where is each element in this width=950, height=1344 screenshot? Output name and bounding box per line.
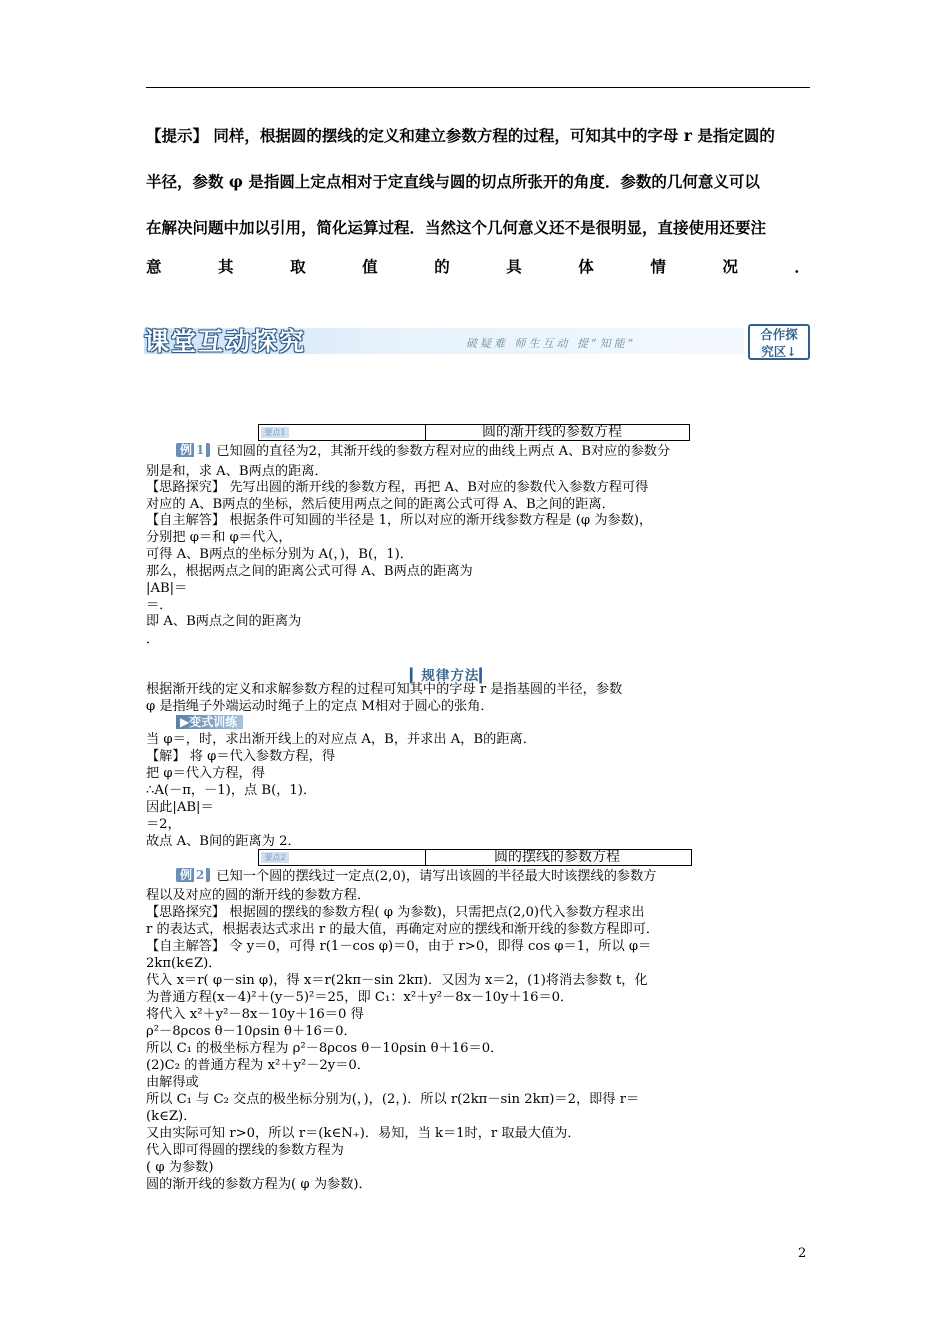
- example2-line: (2)C₂ 的普通方程为 x²＋y²－2y＝0．: [146, 1058, 371, 1073]
- example2-line: 代入 x＝r( φ－sin φ)，得 x＝r(2kπ－sin 2kπ)．又因为 x＝2，(1)将消去参数 t，化: [146, 973, 648, 988]
- example2-line: 又由实际可知 r>0，所以 r＝(k∈N₊)．易知，当 k＝1时，r 取最大值为．: [146, 1126, 581, 1141]
- banner-subtitle: 破疑难 师生互动 提“知能”: [466, 337, 637, 350]
- hint-line-2: 半径，参数 φ 是指圆上定点相对于定直线与圆的切点所张开的角度．参数的几何意义可以: [146, 172, 760, 191]
- example2-line: (k∈Z)．: [146, 1109, 197, 1124]
- hint-char: 具: [506, 257, 522, 276]
- variant-line: ∴A(－π，－1)，点 B(，1)．: [146, 783, 317, 798]
- hint-char: 的: [434, 257, 450, 276]
- hint-char: 值: [362, 257, 378, 276]
- banner-title: 课堂互动探究: [144, 327, 307, 356]
- example1-line: 对应的 A、B两点的坐标，然后使用两点之间的距离公式可得 A、B之间的距离．: [146, 497, 615, 512]
- topic-tag: [259, 425, 426, 440]
- example1-line: |AB|＝: [146, 581, 188, 596]
- example2-line: 为普通方程(x－4)²＋(y－5)²＝25，即 C₁：x²＋y²－8x－10y＋16＝0．: [146, 990, 574, 1005]
- variant-line: 当 φ＝，时，求出渐开线上的对应点 A，B，并求出 A，B的距离．: [146, 732, 536, 747]
- hint-char: 取: [290, 257, 306, 276]
- hint-char: 意: [146, 257, 162, 276]
- example1-line: 【思路探究】 先写出圆的渐开线的参数方程，再把 A、B对应的参数代入参数方程可得: [146, 480, 649, 495]
- variant-badge: ▶变式训练: [176, 715, 243, 729]
- example1-line: 即 A、B两点之间的距离为: [146, 614, 302, 629]
- topic-title: 圆的渐开线的参数方程: [482, 424, 622, 440]
- example2-line: 所以 C₁ 与 C₂ 交点的极坐标分别为(，)，(2，)．所以 r(2kπ－sin 2kπ)＝2，即得 r＝: [146, 1092, 640, 1107]
- topic-tag-label: 要点2: [261, 852, 289, 863]
- method-heading: ▎规律方法▎: [410, 668, 491, 684]
- example-badge: 例 1: [176, 443, 210, 457]
- example1-line: 分别把 φ＝和 φ＝代入，: [146, 530, 292, 545]
- badge-line-2: 究区↓: [761, 344, 797, 359]
- example-badge: 例 2: [176, 868, 210, 882]
- example1-line: 【自主解答】 根据条件可知圆的半径是 1，所以对应的渐开线参数方程是 (φ 为参数)，: [146, 513, 653, 528]
- example1-line: ．: [146, 632, 160, 647]
- hint-char: 体: [578, 257, 594, 276]
- variant-line: 故点 A、B间的距离为 2．: [146, 834, 301, 849]
- example2-line: 【思路探究】 根据圆的摆线的参数方程( φ 为参数)，只需把点(2,0)代入参数方程求出: [146, 905, 645, 920]
- topic-title: 圆的摆线的参数方程: [494, 849, 620, 865]
- example2-line: 2kπ(k∈Z)．: [146, 956, 222, 971]
- example2-line: 代入即可得圆的摆线的参数方程为: [146, 1143, 344, 1158]
- example1-line: 例 1 已知圆的直径为2，其渐开线的参数方程对应的曲线上两点 A、B对应的参数分: [176, 443, 670, 460]
- hint-line-4: [146, 257, 810, 277]
- example2-line: 【自主解答】 令 y＝0，可得 r(1－cos φ)＝0，由于 r>0，即得 cos φ＝1，所以 φ＝: [146, 939, 652, 954]
- hint-line-1: 【提示】 同样，根据圆的摆线的定义和建立参数方程的过程，可知其中的字母 r 是指定圆的: [146, 126, 775, 145]
- method-line: φ 是指绳子外端运动时绳子上的定点 M相对于圆心的张角．: [146, 699, 494, 714]
- hint-char: 情: [650, 257, 666, 276]
- variant-line: 【解】 将 φ＝代入参数方程，得: [146, 749, 336, 764]
- topic-tag-label: 要点1: [261, 427, 289, 438]
- badge-line-1: 合作探: [760, 327, 798, 342]
- example2-line: 例 2 已知一个圆的摆线过一定点(2,0)，请写出该圆的半径最大时该摆线的参数方: [176, 868, 656, 885]
- example2-line: 程以及对应的圆的渐开线的参数方程．: [146, 888, 371, 903]
- example1-line: 别是和，求 A、B两点的距离．: [146, 464, 328, 479]
- example2-line: ρ²－8ρcos θ－10ρsin θ＋16＝0．: [146, 1024, 357, 1039]
- hint-char: ．: [794, 257, 810, 276]
- example1-line: ＝．: [146, 598, 173, 613]
- example1-line: 可得 A、B两点的坐标分别为 A(，)，B(，1)．: [146, 547, 413, 562]
- page-number: 2: [798, 1246, 807, 1261]
- example2-line: 将代入 x²＋y²－8x－10y＋16＝0 得: [146, 1007, 364, 1022]
- example1-line: 那么，根据两点之间的距离公式可得 A、B两点的距离为: [146, 564, 473, 579]
- section-banner: [144, 322, 814, 362]
- example2-line: ( φ 为参数): [146, 1160, 214, 1175]
- banner-badge: [748, 324, 810, 360]
- variant-line: 因此|AB|＝: [146, 800, 214, 815]
- example2-line: 圆的渐开线的参数方程为( φ 为参数)．: [146, 1177, 372, 1192]
- variant-heading: [176, 714, 243, 731]
- method-line: 根据渐开线的定义和求解参数方程的过程可知其中的字母 r 是指基圆的半径，参数: [146, 682, 623, 697]
- hint-char: 况: [722, 257, 738, 276]
- example2-line: r 的表达式，根据表达式求出 r 的最大值，再确定对应的摆线和渐开线的参数方程即可．: [146, 922, 660, 937]
- example2-line: 由解得或: [146, 1075, 199, 1090]
- variant-line: ＝2，: [146, 817, 181, 832]
- hint-char: 其: [218, 257, 234, 276]
- topic-bar-1: [258, 424, 690, 441]
- topic-bar-2: [258, 849, 692, 866]
- example2-line: 所以 C₁ 的极坐标方程为 ρ²－8ρcos θ－10ρsin θ＋16＝0．: [146, 1041, 504, 1056]
- header-rule: [146, 87, 810, 88]
- variant-line: 把 φ＝代入方程，得: [146, 766, 265, 781]
- topic-tag: [259, 850, 426, 865]
- hint-line-3: 在解决问题中加以引用，简化运算过程．当然这个几何意义还不是很明显，直接使用还要注: [146, 218, 767, 237]
